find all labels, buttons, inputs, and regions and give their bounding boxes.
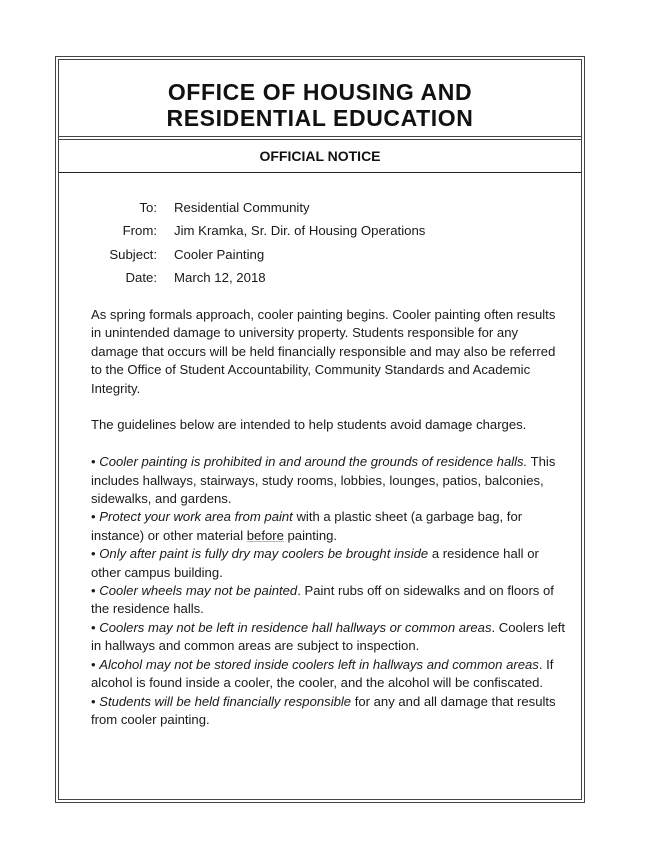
bullet-icon: • (91, 656, 100, 672)
guideline-item (91, 545, 566, 582)
guideline-emphasis: Only after paint is fully dry may coolers be brought inside (99, 546, 429, 562)
guideline-text: This includes hallways, stairways, study rooms, lobbies, lounges, patios, balconies, sidewalks, and gardens. (91, 454, 556, 507)
memo-subject-label: Subject: (109, 246, 157, 262)
guideline-text: a residence hall or other campus building. (91, 546, 539, 580)
memo-row-date (95, 266, 425, 289)
guideline-emphasis: Protect your work area from paint (99, 509, 293, 525)
official-notice-label: OFFICIAL NOTICE (259, 148, 381, 164)
bullet-icon: • (91, 583, 100, 599)
bullet-icon: • (91, 546, 100, 562)
guideline-text-end: painting. (283, 527, 338, 543)
guideline-text: for any and all damage that results from cooler painting. (91, 693, 556, 727)
bullet-icon: • (91, 619, 100, 635)
memo-subject-value: Cooler Painting (174, 246, 265, 262)
guideline-emphasis: Cooler wheels may not be painted (99, 583, 298, 599)
guideline-text: with a plastic sheet (a garbage bag, for instance) or other material (91, 509, 523, 543)
guideline-item (91, 656, 566, 693)
guideline-text: . If alcohol is found inside a cooler, the cooler, and the alcohol will be confiscated. (91, 656, 554, 691)
memo-from-value: Jim Kramka, Sr. Dir. of Housing Operations (174, 223, 426, 239)
memo-row-to (95, 196, 425, 219)
guideline-emphasis: Coolers may not be left in residence hall hallways or common areas (99, 619, 492, 635)
bullet-icon: • (91, 509, 100, 525)
guideline-item (91, 508, 566, 545)
memo-to-label: To: (139, 200, 157, 216)
guideline-item (91, 582, 566, 619)
bullet-icon: • (91, 454, 100, 470)
memo-header (95, 196, 425, 289)
intro-paragraph: As spring formals approach, cooler painting begins. Cooler painting often results in unintended damage to university property. Students responsible for any damage that occurs will be held financially responsible and may also be referred to the Office of Student Accountability, Community Standards and Academic Integrity. (91, 307, 556, 396)
bullet-icon: • (91, 693, 100, 709)
page-title-line-2: RESIDENTIAL EDUCATION (166, 105, 474, 131)
guideline-emphasis: Alcohol may not be stored inside coolers left in hallways and common areas (99, 656, 539, 672)
guideline-text: . Coolers left in hallways and common areas are subject to inspection. (91, 619, 566, 654)
memo-row-subject (95, 243, 425, 266)
memo-date-value: March 12, 2018 (174, 270, 266, 286)
memo-row-from (95, 219, 425, 242)
page-title-line-1: OFFICE OF HOUSING AND (167, 79, 473, 105)
memo-from-label: From: (122, 223, 157, 239)
guideline-item (91, 619, 566, 656)
guidelines-intro: The guidelines below are intended to help students avoid damage charges. (91, 417, 527, 433)
guideline-underlined-word: before (246, 527, 284, 543)
guideline-item (91, 693, 566, 730)
guideline-item (91, 453, 566, 508)
memo-date-label: Date: (125, 270, 157, 286)
title-block (59, 60, 581, 140)
notice-frame (55, 56, 585, 803)
guideline-text: . Paint rubs off on sidewalks and on floors of the residence halls. (91, 583, 554, 617)
guideline-emphasis: Students will be held financially responsible (99, 693, 352, 709)
notice-body (91, 306, 566, 729)
notice-heading-block (59, 140, 581, 173)
guideline-emphasis: Cooler painting is prohibited in and around the grounds of residence halls. (99, 454, 528, 470)
memo-to-value: Residential Community (174, 200, 310, 216)
